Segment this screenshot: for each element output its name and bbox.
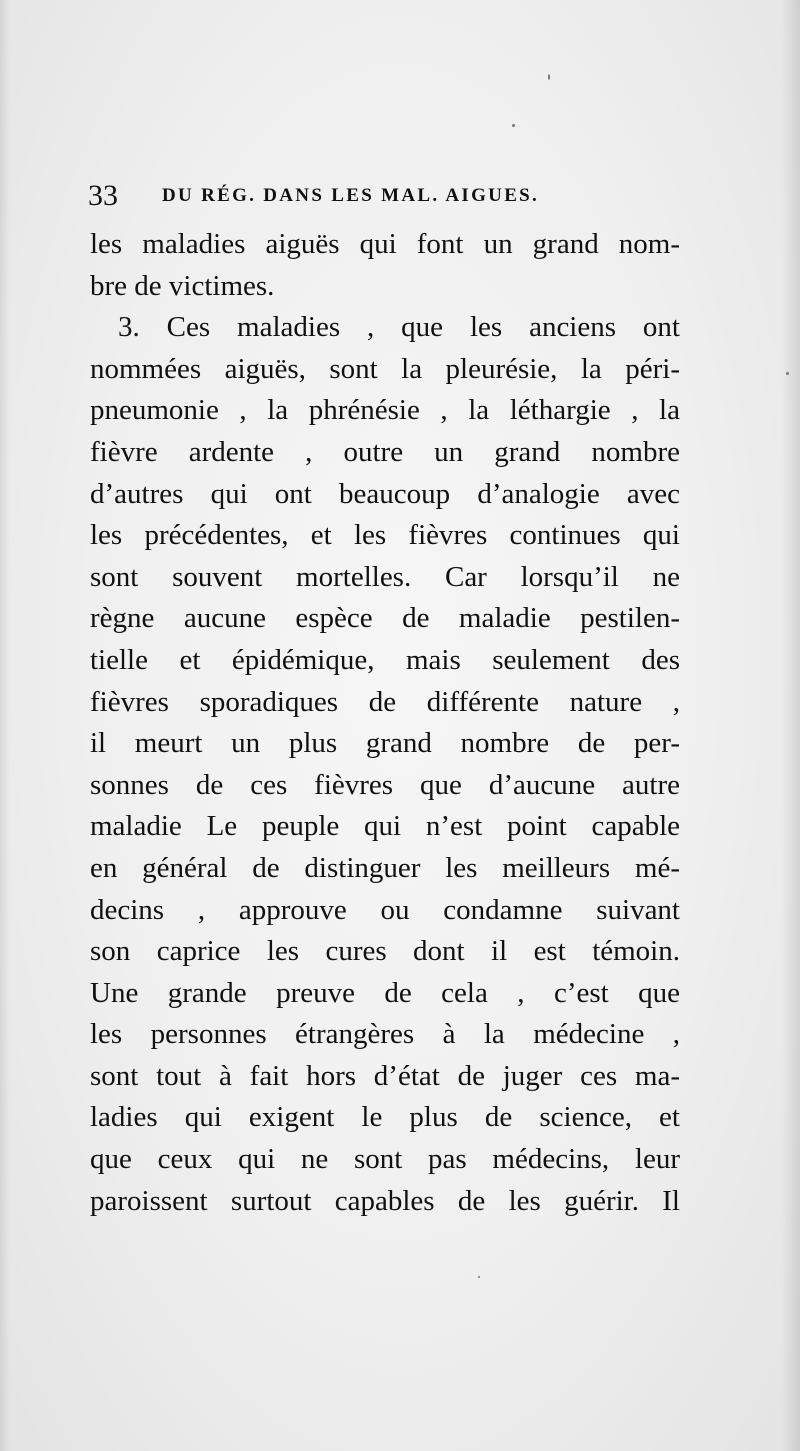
text-line: que ceux qui ne sont pas médecins, leur <box>90 1143 680 1176</box>
text-line: Une grande preuve de cela , c’est que <box>90 976 680 1009</box>
text-line: 3. Ces maladies , que les anciens ont <box>118 311 680 344</box>
text-line: sont tout à fait hors d’état de juger ces ma- <box>90 1059 680 1092</box>
text-line: ladies qui exigent le plus de science, et <box>90 1101 680 1134</box>
text-line: fièvre ardente , outre un grand nombre <box>90 435 680 468</box>
page-header <box>88 176 688 216</box>
text-line: pneumonie , la phrénésie , la léthargie , la <box>90 394 680 427</box>
text-line: sonnes de ces fièvres que d’aucune autre <box>90 768 680 801</box>
text-line: fièvres sporadiques de différente nature , <box>90 685 680 718</box>
text-line: les précédentes, et les fièvres continues qui <box>90 519 680 552</box>
text-line: les maladies aiguës qui font un grand nom- <box>90 228 680 260</box>
page-left-shadow <box>0 0 10 1451</box>
text-line: bre de victimes. <box>90 269 275 302</box>
text-line: il meurt un plus grand nombre de per- <box>90 727 680 760</box>
text-line: règne aucune espèce de maladie pestilen- <box>90 602 680 635</box>
text-line: maladie Le peuple qui n’est point capable <box>90 810 680 843</box>
text-line: les personnes étrangères à la médecine , <box>90 1018 680 1051</box>
text-line: en général de distinguer les meilleurs mé- <box>90 851 680 884</box>
text-line: d’autres qui ont beaucoup d’analogie avec <box>90 477 680 510</box>
paper-speck <box>548 74 550 80</box>
paper-speck <box>478 1276 480 1278</box>
text-line: sont souvent mortelles. Car lorsqu’il ne <box>90 560 680 593</box>
running-head: DU RÉG. DANS LES MAL. AIGUES. <box>162 185 540 206</box>
page-number: 33 <box>88 179 118 212</box>
text-line: son caprice les cures dont il est témoin. <box>90 935 680 968</box>
text-line: decins , approuve ou condamne suivant <box>90 893 680 926</box>
paper-speck <box>512 124 515 127</box>
text-line: nommées aiguës, sont la pleurésie, la péri- <box>90 352 680 385</box>
text-line: paroissent surtout capables de les guérir. Il <box>90 1184 680 1217</box>
paper-speck <box>786 372 789 375</box>
body-text <box>90 224 680 1222</box>
page-right-shadow <box>782 0 800 1451</box>
text-line: tielle et épidémique, mais seulement des <box>90 643 680 676</box>
